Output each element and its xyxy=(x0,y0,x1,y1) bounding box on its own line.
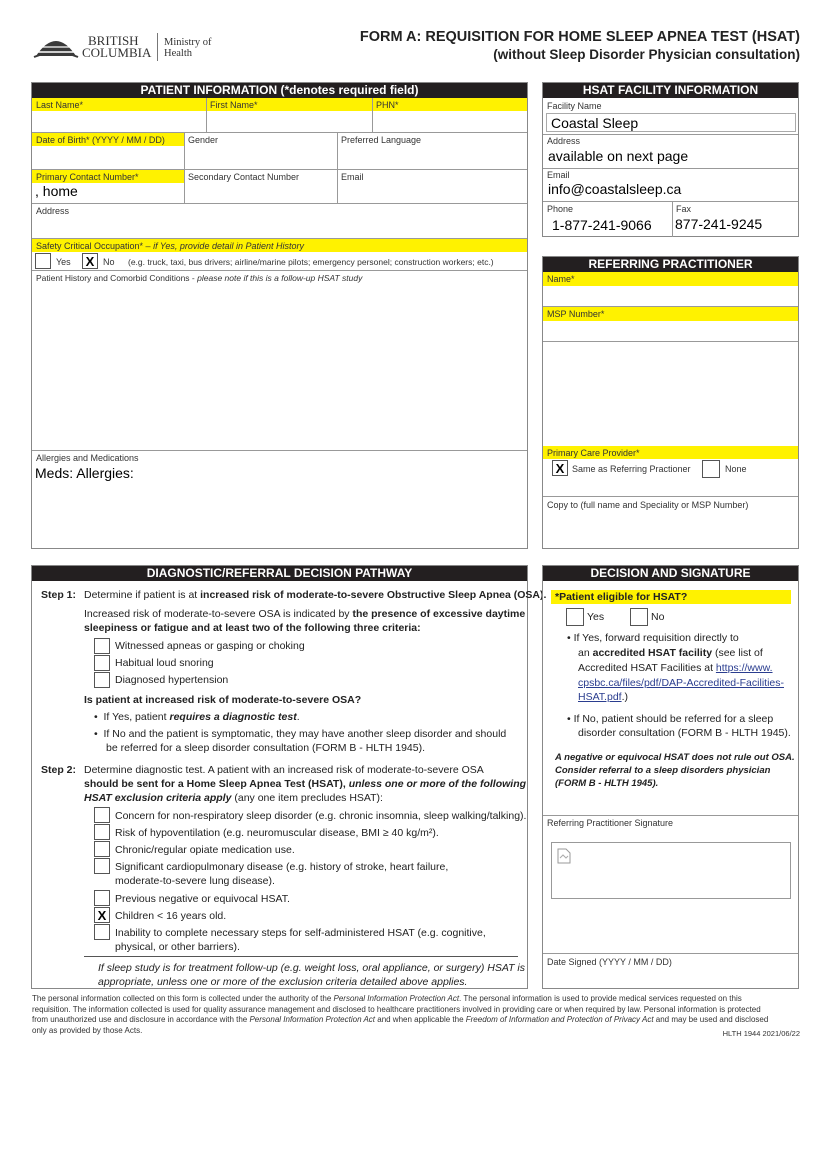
patient-address-field[interactable] xyxy=(34,217,525,237)
exclusion-children-label: Children < 16 years old. xyxy=(115,910,227,922)
eligible-yes-bullet: • If Yes, forward requisition directly to xyxy=(567,632,739,644)
eligible-no-label: No xyxy=(651,611,665,623)
criterion-witnessed-apneas-checkbox[interactable] xyxy=(94,638,110,654)
safety-critical-label: Safety Critical Occupation* – if Yes, provide detail in Patient History xyxy=(36,241,304,251)
step2-exclusion: HSAT exclusion criteria apply (any one item precludes HSAT): xyxy=(84,792,383,804)
eligible-yes-label: Yes xyxy=(587,611,605,623)
patient-information-panel xyxy=(31,82,528,549)
referring-practitioner-heading: REFERRING PRACTITIONER xyxy=(543,257,798,272)
pcp-none-checkbox[interactable] xyxy=(702,460,720,478)
exclusion-non-respiratory-checkbox[interactable] xyxy=(94,807,110,823)
ministry-line1: Ministry of xyxy=(164,37,212,48)
ministry-line2: Health xyxy=(164,48,192,59)
accredited-facilities-link-3: HSAT.pdf.) xyxy=(578,691,628,703)
followup-note: If sleep study is for treatment follow-up (e.g. weight loss, oral appliance, or surgery) HSAT is xyxy=(98,962,525,974)
eligible-yes-bullet-3: Accredited HSAT Facilities at https://www. xyxy=(578,662,773,674)
form-title: FORM A: REQUISITION FOR HOME SLEEP APNEA TEST (HSAT) xyxy=(359,29,800,45)
form-subtitle: (without Sleep Disorder Physician consultation) xyxy=(493,47,800,62)
dob-field[interactable] xyxy=(34,147,182,167)
exclusion-previous-hsat-label: Previous negative or equivocal HSAT. xyxy=(115,893,290,905)
diagnostic-pathway-panel xyxy=(31,565,547,989)
logo-line1: BRITISH xyxy=(88,33,139,48)
logo-line2: COLUMBIA xyxy=(82,45,152,60)
primary-contact-label: Primary Contact Number* xyxy=(36,172,139,182)
facility-address-label: Address xyxy=(547,136,581,146)
facility-name-field[interactable]: Coastal Sleep xyxy=(546,113,796,132)
facility-phone-field[interactable]: 1-877-241-9066 xyxy=(552,217,652,233)
patient-history-label: Patient History and Comorbid Conditions - please note if this is a follow-up HSAT study xyxy=(36,273,363,283)
date-signed-label: Date Signed (YYYY / MM / DD) xyxy=(547,957,672,967)
hsat-facility-heading: HSAT FACILITY INFORMATION xyxy=(543,83,798,98)
diagnostic-pathway-heading: DIAGNOSTIC/REFERRAL DECISION PATHWAY xyxy=(32,566,527,581)
allergies-medications-label: Allergies and Medications xyxy=(36,453,139,463)
privacy-line3: from unauthorized use and disclosure in accordance with the Personal Information Protection Act and when applicable the Freedom of Information and Protection of Privacy Act and may be used and disclosed xyxy=(32,1015,769,1024)
primary-contact-field[interactable]: , home xyxy=(35,183,78,199)
broken-image-icon xyxy=(557,848,571,864)
msp-number-label: MSP Number* xyxy=(547,309,605,319)
eligible-yes-bullet-2: an accredited HSAT facility (see list of xyxy=(578,647,763,659)
eligible-question: *Patient eligible for HSAT? xyxy=(555,591,688,603)
exclusion-cardiopulmonary-cont: moderate-to-severe lung disease). xyxy=(115,875,275,887)
exclusion-non-respiratory-label: Concern for non-respiratory sleep disorder (e.g. chronic insomnia, sleep walking/talking). xyxy=(115,810,527,822)
patient-email-field[interactable] xyxy=(339,184,525,202)
copy-to-label: Copy to (full name and Speciality or MSP Number) xyxy=(547,500,749,510)
logo-text xyxy=(82,35,151,59)
signature-label: Referring Practitioner Signature xyxy=(547,818,674,828)
accredited-facilities-link-end[interactable]: HSAT.pdf xyxy=(578,691,622,703)
step2-intro: Determine diagnostic test. A patient with an increased risk of moderate-to-severe OSA xyxy=(84,764,484,776)
preferred-language-label: Preferred Language xyxy=(341,135,422,145)
patient-history-field[interactable] xyxy=(34,285,525,448)
address-label: Address xyxy=(36,206,70,216)
criterion-loud-snoring-checkbox[interactable] xyxy=(94,655,110,671)
signature-box[interactable] xyxy=(551,842,791,899)
risk-no-bullet: • If No and the patient is symptomatic, they may have another sleep disorder and should xyxy=(94,728,507,740)
phn-field[interactable] xyxy=(374,112,524,131)
phn-label: PHN* xyxy=(376,100,399,110)
followup-note-cont: appropriate, unless one or more of the exclusion criteria detailed above applies. xyxy=(98,976,468,988)
accredited-facilities-link[interactable]: https://www. xyxy=(715,662,773,674)
criterion-hypertension-checkbox[interactable] xyxy=(94,672,110,688)
last-name-field[interactable] xyxy=(34,112,204,131)
safety-no-checkbox[interactable]: X xyxy=(82,253,98,269)
name-label-bar xyxy=(32,98,527,111)
bc-logo xyxy=(32,30,80,60)
criterion-loud-snoring-label: Habitual loud snoring xyxy=(115,657,214,669)
first-name-label: First Name* xyxy=(210,100,258,110)
negative-hsat-note: A negative or equivocal HSAT does not rule out OSA. xyxy=(555,752,795,763)
exclusion-cardiopulmonary-label: Significant cardiopulmonary disease (e.g. history of stroke, heart failure, xyxy=(115,861,449,873)
negative-hsat-note-3: (FORM B - HLTH 1945). xyxy=(555,778,659,789)
facility-name-label: Facility Name xyxy=(547,101,602,111)
eligible-no-bullet: • If No, patient should be referred for a sleep xyxy=(567,713,774,725)
decision-signature-heading: DECISION AND SIGNATURE xyxy=(543,566,798,581)
email-label: Email xyxy=(341,172,364,182)
form-code: HLTH 1944 2021/06/22 xyxy=(722,1029,800,1038)
logo-divider xyxy=(157,33,158,61)
practitioner-notes-area[interactable] xyxy=(545,343,796,443)
step2-hsat: should be sent for a Home Sleep Apnea Test (HSAT), unless one or more of the following xyxy=(84,778,527,790)
first-name-field[interactable] xyxy=(208,112,370,131)
primary-care-provider-label: Primary Care Provider* xyxy=(547,448,640,458)
eligible-no-bullet-cont: disorder consultation (FORM B - HLTH 1945). xyxy=(578,727,791,739)
ministry-text xyxy=(164,37,212,59)
msp-number-field[interactable] xyxy=(545,322,796,340)
exclusion-previous-hsat-checkbox[interactable] xyxy=(94,890,110,906)
pcp-none-label: None xyxy=(725,464,747,474)
privacy-line4: only as provided by those Acts. xyxy=(32,1025,143,1035)
exclusion-opiate-checkbox[interactable] xyxy=(94,841,110,857)
exclusion-inability-label: Inability to complete necessary steps for self-administered HSAT (e.g. cognitive, xyxy=(115,927,486,939)
exclusion-hypoventilation-checkbox[interactable] xyxy=(94,824,110,840)
facility-fax-field[interactable]: 877-241-9245 xyxy=(675,216,763,232)
hsat-facility-panel xyxy=(542,82,799,237)
facility-email-label: Email xyxy=(547,170,570,180)
step1-indicator-cont: sleepiness or fatigue and at least two of the following three criteria: xyxy=(84,622,421,634)
secondary-contact-field[interactable] xyxy=(186,184,335,202)
exclusion-inability-cont: physical, or other barriers). xyxy=(115,941,240,953)
safety-examples: (e.g. truck, taxi, bus drivers; airline/marine pilots; emergency personel; construction workers; etc.) xyxy=(128,257,494,267)
eligible-yes-checkbox[interactable] xyxy=(566,608,584,626)
gender-label: Gender xyxy=(188,135,219,145)
copy-to-field[interactable] xyxy=(545,513,796,546)
gender-field[interactable] xyxy=(186,147,335,167)
same-as-referring-checkbox[interactable]: X xyxy=(552,460,568,476)
exclusion-hypoventilation-label: Risk of hypoventilation (e.g. neuromuscular disease, BMI ≥ 40 kg/m²). xyxy=(115,827,439,839)
bc-sun-icon xyxy=(32,30,80,60)
allergies-medications-field[interactable]: Meds: Allergies: xyxy=(35,465,134,481)
exclusion-children-checkbox[interactable]: X xyxy=(94,907,110,923)
safety-yes-label: Yes xyxy=(56,257,71,267)
negative-hsat-note-2: Consider referral to a sleep disorders physician xyxy=(555,765,771,776)
step1-label: Step 1: xyxy=(41,589,77,601)
secondary-contact-label: Secondary Contact Number xyxy=(188,172,300,182)
referring-practitioner-panel xyxy=(542,256,799,549)
step1-intro: Determine if patient is at increased risk of moderate-to-severe Obstructive Sleep Apnea (OSA). xyxy=(84,589,547,601)
practitioner-name-label: Name* xyxy=(547,274,575,284)
privacy-line2: requisition. The information collected is used for quality assurance management and disclosed to healthcare practitioners involved in providing care or when required by law. Personal information is protected xyxy=(32,1004,761,1014)
criterion-witnessed-apneas-label: Witnessed apneas or gasping or choking xyxy=(115,640,305,652)
risk-yes-bullet: • If Yes, patient requires a diagnostic test. xyxy=(94,711,300,723)
safety-no-label: No xyxy=(103,257,115,267)
safety-yes-checkbox[interactable] xyxy=(35,253,51,269)
practitioner-name-label-bar xyxy=(543,272,798,286)
practitioner-name-field[interactable] xyxy=(545,287,796,305)
decision-signature-panel xyxy=(542,565,799,989)
last-name-label: Last Name* xyxy=(36,100,84,110)
step2-label: Step 2: xyxy=(41,764,77,776)
exclusion-opiate-label: Chronic/regular opiate medication use. xyxy=(115,844,295,856)
criterion-hypertension-label: Diagnosed hypertension xyxy=(115,674,229,686)
facility-email-field[interactable]: info@coastalsleep.ca xyxy=(548,181,682,197)
facility-fax-label: Fax xyxy=(676,204,692,214)
increased-risk-question: Is patient at increased risk of moderate-to-severe OSA? xyxy=(84,694,362,706)
facility-phone-label: Phone xyxy=(547,204,574,214)
exclusion-cardiopulmonary-checkbox[interactable] xyxy=(94,858,110,874)
privacy-notice xyxy=(32,994,802,1036)
privacy-line1: The personal information collected on this form is collected under the authority of the Personal Information Protection Act. The personal information is used to provide medical services requested on this xyxy=(32,994,742,1003)
date-signed-field[interactable] xyxy=(545,969,796,987)
eligible-no-checkbox[interactable] xyxy=(630,608,648,626)
step1-indicator: Increased risk of moderate-to-severe OSA is indicated by the presence of excessive daytime xyxy=(84,608,526,620)
facility-address-field[interactable]: available on next page xyxy=(548,148,689,164)
dob-label: Date of Birth* (YYYY / MM / DD) xyxy=(36,135,165,145)
same-as-referring-label: Same as Referring Practioner xyxy=(572,464,691,474)
patient-information-heading: PATIENT INFORMATION (*denotes required field) xyxy=(32,83,527,98)
accredited-facilities-link-2[interactable]: cpsbc.ca/files/pdf/DAP-Accredited-Facilities- xyxy=(578,677,784,689)
risk-no-bullet-cont: be referred for a sleep disorder consultation (FORM B - HLTH 1945). xyxy=(106,742,426,754)
exclusion-inability-checkbox[interactable] xyxy=(94,924,110,940)
preferred-language-field[interactable] xyxy=(339,147,525,167)
